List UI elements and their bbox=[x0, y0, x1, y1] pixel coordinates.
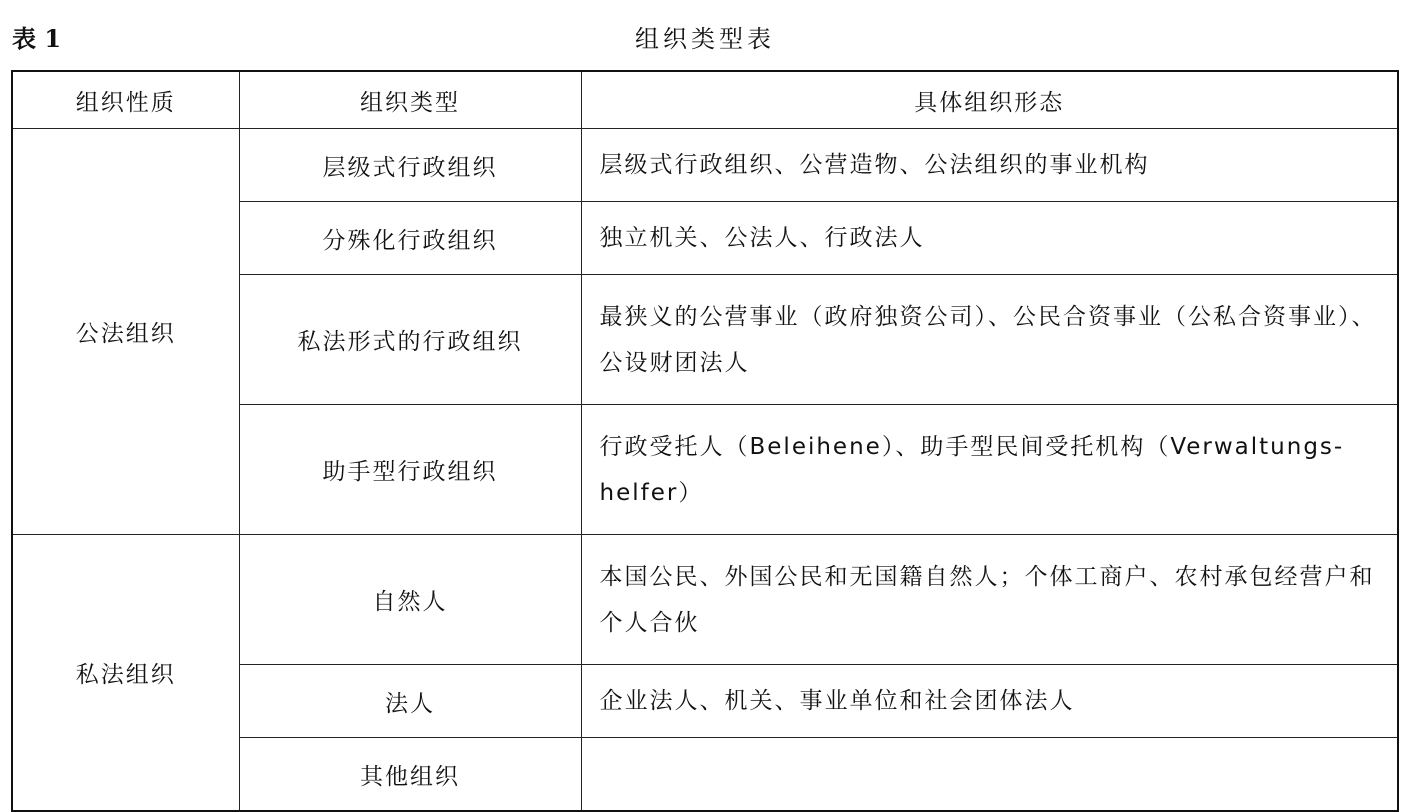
table-row bbox=[12, 129, 1398, 202]
form-cell: 行政受托人（Beleihene）、助手型民间受托机构（Verwaltungs-helfer） bbox=[581, 405, 1398, 535]
type-cell: 法人 bbox=[239, 665, 581, 738]
form-cell: 独立机关、公法人、行政法人 bbox=[581, 202, 1398, 275]
table-number: 表 1 bbox=[12, 24, 62, 53]
table-row bbox=[12, 535, 1398, 665]
type-cell: 其他组织 bbox=[239, 738, 581, 812]
type-cell: 私法形式的行政组织 bbox=[239, 275, 581, 405]
type-cell: 助手型行政组织 bbox=[239, 405, 581, 535]
nature-cell-public-law: 公法组织 bbox=[12, 129, 239, 535]
form-cell: 企业法人、机关、事业单位和社会团体法人 bbox=[581, 665, 1398, 738]
column-header-form: 具体组织形态 bbox=[581, 71, 1398, 129]
table-caption: 组织类型表 bbox=[635, 25, 775, 53]
type-cell: 自然人 bbox=[239, 535, 581, 665]
form-cell bbox=[581, 738, 1398, 812]
form-cell: 本国公民、外国公民和无国籍自然人；个体工商户、农村承包经营户和个人合伙 bbox=[581, 535, 1398, 665]
column-header-nature: 组织性质 bbox=[12, 71, 239, 129]
column-header-type: 组织类型 bbox=[239, 71, 581, 129]
type-cell: 层级式行政组织 bbox=[239, 129, 581, 202]
table-header-row bbox=[12, 71, 1398, 129]
type-cell: 分殊化行政组织 bbox=[239, 202, 581, 275]
form-cell: 最狭义的公营事业（政府独资公司）、公民合资事业（公私合资事业）、公设财团法人 bbox=[581, 275, 1398, 405]
nature-cell-private-law: 私法组织 bbox=[12, 535, 239, 812]
organization-type-table bbox=[11, 70, 1399, 812]
form-cell: 层级式行政组织、公营造物、公法组织的事业机构 bbox=[581, 129, 1398, 202]
